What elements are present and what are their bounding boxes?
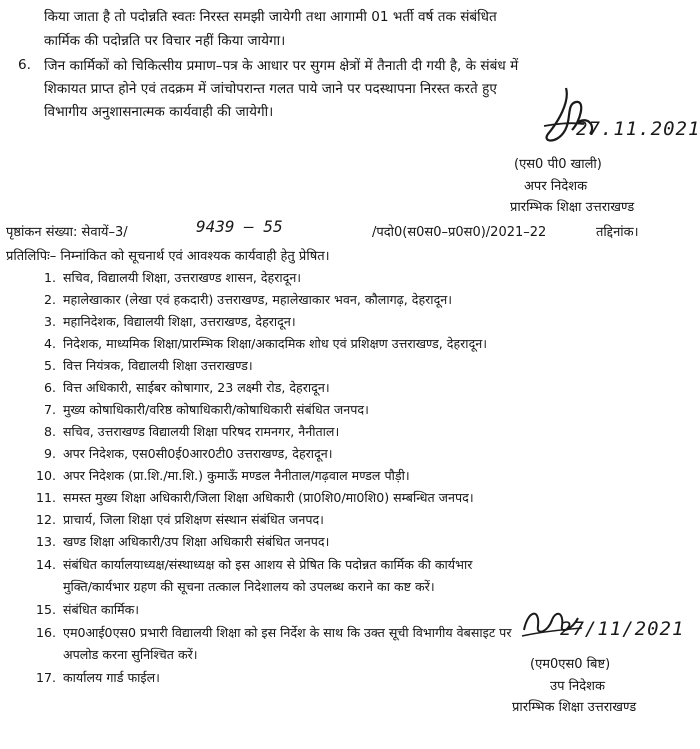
list-item-text: कार्यालय गार्ड फाईल। bbox=[63, 670, 160, 685]
endorsement-number: 9439 – 55 bbox=[196, 217, 283, 236]
list-item-number: 8. bbox=[43, 424, 56, 439]
list-item bbox=[30, 313, 296, 330]
list-item bbox=[30, 379, 330, 396]
list-item-text: अपर निदेशक (प्रा.शि./मा.शि.) कुमाऊँ मण्डल नैनीताल/गढ़वाल मण्डल पौड़ी। bbox=[63, 468, 410, 483]
list-item-number: 7. bbox=[43, 402, 56, 417]
list-item-number: 1. bbox=[43, 270, 56, 285]
list-item-number: 4. bbox=[43, 336, 56, 351]
endorsement-date-label: तद्दिनांक। bbox=[596, 225, 639, 240]
signature-2-office: प्रारम्भिक शिक्षा उत्तराखण्ड bbox=[512, 700, 637, 715]
list-item-text: वित्त अधिकारी, साईबर कोषागार, 23 लक्ष्मी रोड, देहरादून। bbox=[63, 380, 330, 395]
list-item-text: सचिव, विद्यालयी शिक्षा, उत्तराखण्ड शासन, देहरादून। bbox=[63, 270, 302, 285]
copy-intro: प्रतिलिपिः– निम्नांकित को सूचनार्थ एवं आवश्यक कार्यवाही हेतु प्रेषित। bbox=[6, 249, 330, 264]
list-item bbox=[30, 401, 369, 418]
list-item bbox=[30, 489, 474, 506]
list-item-number: 6. bbox=[43, 380, 56, 395]
list-item-text: महानिदेशक, विद्यालयी शिक्षा, उत्तराखण्ड, देहरादून। bbox=[63, 314, 296, 329]
para-cont-line2: कार्मिक की पदोन्नति पर विचार नहीं किया जायेगा। bbox=[44, 33, 286, 49]
endorsement-ref: /पदो0(स0स0–प्र0स0)/2021–22 bbox=[372, 225, 547, 240]
list-item-text: संबंधित कार्यालयाध्यक्ष/संस्थाध्यक्ष को इस आशय से प्रेषित कि पदोन्नत कार्मिक की कार्यभार bbox=[63, 557, 473, 572]
list-item-text: एम0आई0एस0 प्रभारी विद्यालयी शिक्षा को इस निर्देश के साथ कि उक्त सूची विभागीय वेबसाइट पर bbox=[63, 625, 512, 640]
list-item bbox=[30, 357, 253, 374]
para6-line2: शिकायत प्राप्त होने एवं तदक्रम में जांचोपरान्त गलत पाये जाने पर पदस्थापना निरस्त करते हुए bbox=[44, 81, 497, 97]
list-item-number: 12. bbox=[35, 512, 56, 527]
list-item bbox=[30, 423, 339, 440]
signature-2-designation: उप निदेशक bbox=[550, 679, 605, 694]
list-item-text: महालेखाकार (लेखा एवं हकदारी) उत्तराखण्ड, महालेखाकार भवन, कौलागढ़, देहरादून। bbox=[63, 292, 453, 307]
list-item-text: वित्त नियंत्रक, विद्यालयी शिक्षा उत्तराखण्ड। bbox=[63, 358, 253, 373]
signature-2-name: (एम0एस0 बिष्ट) bbox=[530, 657, 611, 672]
list-item-text: मुख्य कोषाधिकारी/वरिष्ठ कोषाधिकारी/कोषाधिकारी संबंधित जनपद। bbox=[63, 402, 369, 417]
list-item-number: 3. bbox=[43, 314, 56, 329]
para-cont-line1: किया जाता है तो पदोन्नति स्वतः निरस्त समझी जायेगी तथा आगामी 01 भर्ती वर्ष तक संबंधित bbox=[44, 9, 497, 25]
list-item-text: अपर निदेशक, एस0सी0ई0आर0टी0 उत्तराखण्ड, देहरादून। bbox=[63, 446, 333, 461]
list-item bbox=[30, 624, 512, 641]
list-item bbox=[30, 601, 139, 618]
para6-number: 6. bbox=[18, 57, 31, 73]
list-item-text: समस्त मुख्य शिक्षा अधिकारी/जिला शिक्षा अधिकारी (प्रा0शि0/मा0शि0) सम्बन्धित जनपद। bbox=[63, 490, 474, 505]
list-item-continuation: अपलोड करना सुनिश्चित करें। bbox=[63, 647, 198, 662]
list-item-number: 2. bbox=[43, 292, 56, 307]
list-item bbox=[30, 291, 452, 308]
list-item-number: 5. bbox=[43, 358, 56, 373]
list-item bbox=[30, 556, 472, 573]
para6-line3: विभागीय अनुशासनात्मक कार्यवाही की जायेगी। bbox=[44, 104, 274, 120]
list-item bbox=[30, 669, 160, 686]
list-item-number: 15. bbox=[35, 602, 56, 617]
list-item bbox=[30, 269, 301, 286]
list-item-number: 13. bbox=[35, 534, 56, 549]
signature-2-date: 27/11/2021 bbox=[560, 618, 685, 640]
list-item-number: 16. bbox=[35, 625, 56, 640]
para6-line1: जिन कार्मिकों को चिकित्सीय प्रमाण–पत्र के आधार पर सुगम क्षेत्रों में तैनाती दी गयी है, के संबंध में bbox=[44, 58, 519, 74]
list-item-number: 14. bbox=[35, 557, 56, 572]
signature-1-designation: अपर निदेशक bbox=[524, 179, 588, 194]
list-item-text: संबंधित कार्मिक। bbox=[63, 602, 140, 617]
list-item-text: खण्ड शिक्षा अधिकारी/उप शिक्षा अधिकारी संबंधित जनपद। bbox=[63, 534, 330, 549]
list-item-continuation: मुक्ति/कार्यभार ग्रहण की सूचना तत्काल निदेशालय को उपलब्ध कराने का कष्ट करें। bbox=[63, 579, 435, 594]
signature-1-scribble bbox=[536, 82, 626, 152]
list-item bbox=[30, 335, 487, 352]
list-item bbox=[30, 533, 329, 550]
list-item-number: 17. bbox=[35, 670, 56, 685]
list-item-number: 10. bbox=[35, 468, 56, 483]
signature-1-name: (एस0 पी0 खाली) bbox=[514, 157, 602, 172]
signature-1-office: प्रारम्भिक शिक्षा उत्तराखण्ड bbox=[510, 200, 635, 215]
endorsement-label: पृष्ठांकन संख्या: सेवायें–3/ bbox=[6, 225, 128, 240]
list-item bbox=[30, 467, 410, 484]
list-item-text: प्राचार्य, जिला शिक्षा एवं प्रशिक्षण संस्थान संबंधित जनपद। bbox=[63, 512, 324, 527]
list-item bbox=[30, 511, 324, 528]
list-item-text: निदेशक, माध्यमिक शिक्षा/प्रारम्भिक शिक्षा/अकादमिक शोध एवं प्रशिक्षण उत्तराखण्ड, देहरादून। bbox=[63, 336, 488, 351]
list-item-number: 11. bbox=[35, 490, 56, 505]
list-item-number: 9. bbox=[43, 446, 56, 461]
list-item bbox=[30, 445, 333, 462]
signature-1-date: 27.11.2021 bbox=[576, 118, 700, 140]
list-item-text: सचिव, उत्तराखण्ड विद्यालयी शिक्षा परिषद रामनगर, नैनीताल। bbox=[63, 424, 340, 439]
